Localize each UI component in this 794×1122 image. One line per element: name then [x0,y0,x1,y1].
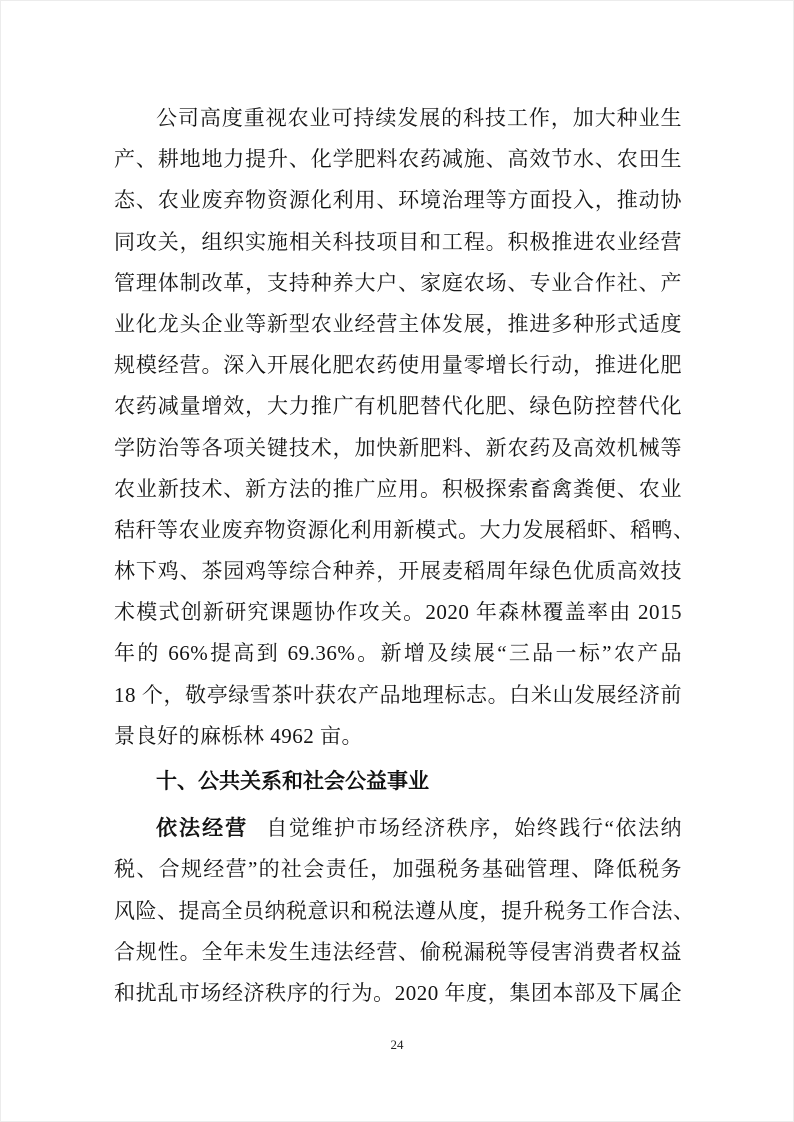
paragraph-lawful-operation [114,808,695,1014]
paragraph-line: 规模经营。深入开展化肥农药使用量零增长行动，推进化肥 [114,353,682,378]
paragraph-line: 管理体制改革，支持种养大户、家庭农场、专业合作社、产 [114,270,682,295]
paragraph-line: 林下鸡、茶园鸡等综合种养，开展麦稻周年绿色优质高效技 [114,559,682,584]
paragraph-line: 和扰乱市场经济秩序的行为。2020 年度，集团本部及下属企 [114,980,682,1005]
text-block [114,98,695,1014]
paragraph-line [114,808,682,849]
paragraph-line: 税、合规经营”的社会责任，加强税务基础管理、降低税务 [114,857,682,882]
paragraph-line: 公司高度重视农业可持续发展的科技工作，加大种业生 [156,106,682,130]
paragraph-line: 同攻关，组织实施相关科技项目和工程。积极推进农业经营 [114,229,682,254]
page-number: 24 [390,1037,404,1052]
paragraph-line: 风险、提高全员纳税意识和税法遵从度，提升税务工作合法、 [114,898,695,923]
paragraph-text: 自觉维护市场经济秩序，始终践行“依法纳 [265,816,683,841]
paragraph-lawful-operation-rest [114,849,695,1014]
paragraph-line: 农药减量增效，大力推广有机肥替代化肥、绿色防控替代化 [114,394,682,419]
paragraph-agriculture-science [114,98,695,757]
paragraph-line: 合规性。全年未发生违法经营、偷税漏税等侵害消费者权益 [114,939,682,964]
paragraph-line: 年的 66%提高到 69.36%。新增及续展“三品一标”农产品 [114,641,682,666]
paragraph-line: 秸秆等农业废弃物资源化利用新模式。大力发展稻虾、稻鸭、 [114,517,695,542]
section-heading: 十、公共关系和社会公益事业 [156,770,429,793]
paragraph-line: 产、耕地地力提升、化学肥料农药减施、高效节水、农田生 [114,147,682,172]
paragraph-line: 术模式创新研究课题协作攻关。2020 年森林覆盖率由 2015 [114,600,682,625]
paragraph-line: 业化龙头企业等新型农业经营主体发展，推进多种形式适度 [114,311,682,336]
paragraph-line: 农业新技术、新方法的推广应用。积极探索畜禽粪便、农业 [114,476,682,501]
paragraph-line: 态、农业废弃物资源化利用、环境治理等方面投入，推动协 [114,188,682,213]
paragraph-line: 学防治等各项关键技术，加快新肥料、新农药及高效机械等 [114,435,682,460]
lead-emphasis: 依法经营 [156,816,249,841]
paragraph-line: 18 个，敬亭绿雪茶叶获农产品地理标志。白米山发展经济前 [114,682,682,707]
paragraph-line: 景良好的麻栎林 4962 亩。 [114,723,363,748]
